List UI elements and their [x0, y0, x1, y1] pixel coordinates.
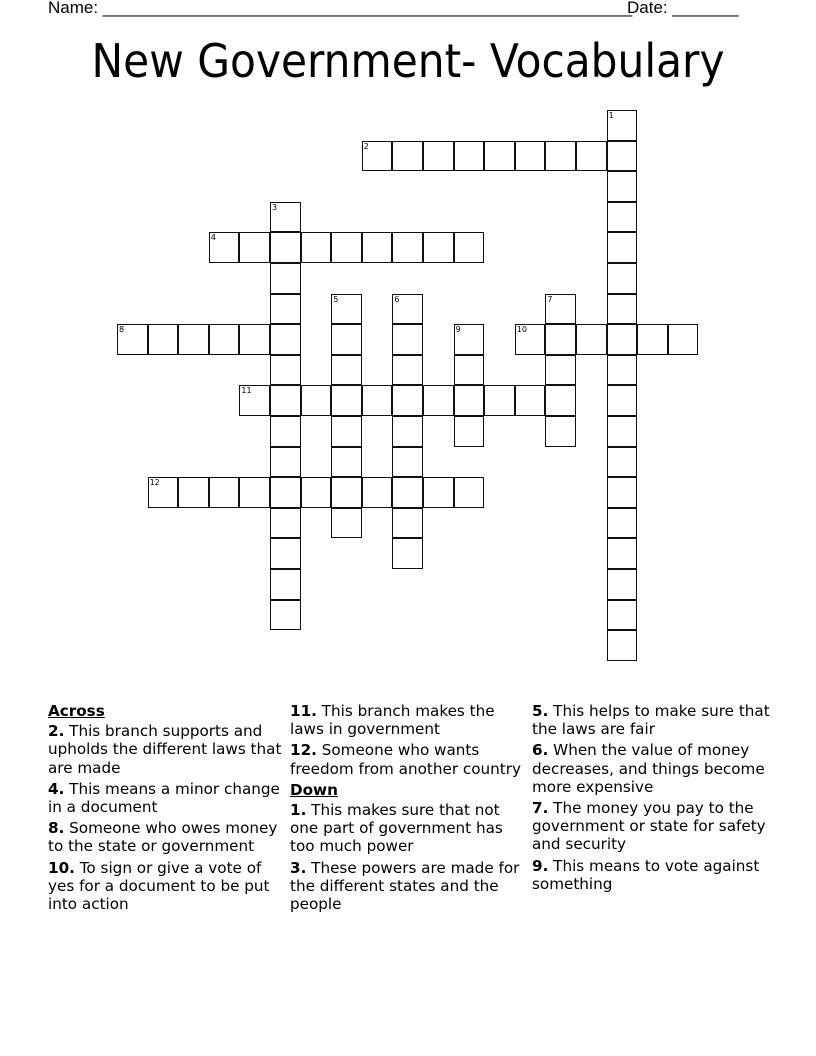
grid-cell[interactable] — [362, 477, 393, 508]
grid-cell[interactable] — [607, 385, 638, 416]
grid-cell[interactable] — [270, 447, 301, 478]
grid-cell[interactable] — [270, 569, 301, 600]
clue-down-1 — [290, 801, 530, 856]
grid-cell[interactable] — [270, 232, 301, 263]
grid-cell[interactable] — [331, 508, 362, 539]
grid-cell[interactable] — [178, 324, 209, 355]
grid-cell[interactable] — [607, 324, 638, 355]
clue-number: 2. — [48, 722, 65, 741]
clue-across-10 — [48, 859, 288, 914]
clue-across-8 — [48, 819, 288, 855]
clue-number: 11. — [290, 702, 317, 720]
grid-cell[interactable] — [392, 477, 423, 508]
clue-number-label: 6 — [394, 294, 400, 304]
grid-cell[interactable] — [484, 385, 515, 416]
clue-number-label: 12 — [149, 478, 160, 488]
grid-cell[interactable] — [270, 355, 301, 386]
grid-cell[interactable] — [607, 110, 638, 141]
grid-cell[interactable] — [576, 324, 607, 355]
grid-cell[interactable] — [331, 416, 362, 447]
grid-cell[interactable] — [607, 508, 638, 539]
grid-cell[interactable] — [545, 355, 576, 386]
clue-text: The money you pay to the government or state for safety and security — [532, 799, 766, 854]
clue-text: This helps to make sure that the laws are fair — [532, 702, 770, 739]
clue-number: 3. — [290, 858, 307, 877]
grid-cell[interactable] — [454, 416, 485, 447]
clue-number-label: 7 — [547, 294, 553, 304]
clue-number: 12. — [290, 741, 317, 760]
grid-cell[interactable] — [362, 232, 393, 263]
grid-cell[interactable] — [270, 294, 301, 325]
grid-cell[interactable] — [454, 141, 485, 172]
grid-cell[interactable] — [607, 569, 638, 600]
grid-cell[interactable] — [423, 232, 454, 263]
grid-cell[interactable] — [270, 263, 301, 294]
grid-cell[interactable] — [637, 324, 668, 355]
grid-cell[interactable] — [392, 324, 423, 355]
clue-text: This branch makes the laws in government — [290, 702, 495, 739]
grid-cell[interactable] — [331, 232, 362, 263]
clue-across-11 — [290, 702, 530, 738]
clue-number-label: 1 — [608, 111, 614, 120]
clue-number: 10. — [48, 858, 75, 877]
grid-cell[interactable] — [392, 355, 423, 386]
clue-text: This means a minor change in a document — [48, 779, 280, 817]
grid-cell[interactable] — [392, 508, 423, 539]
grid-cell[interactable] — [331, 447, 362, 478]
clue-number-label: 9 — [455, 325, 461, 335]
clue-text: To sign or give a vote of yes for a document to be put into action — [48, 858, 270, 914]
clue-number: 1. — [290, 801, 307, 820]
grid-cell[interactable] — [607, 477, 638, 508]
grid-cell[interactable] — [331, 324, 362, 355]
clue-across-12 — [290, 741, 530, 777]
clue-number-label: 5 — [333, 294, 339, 304]
clue-down-3 — [290, 859, 530, 914]
name-field[interactable]: Name: ________________________________________________________ — [48, 0, 633, 17]
grid-cell[interactable] — [607, 538, 638, 569]
grid-cell[interactable] — [607, 232, 638, 263]
grid-cell[interactable] — [392, 538, 423, 569]
clue-text: This makes sure that not one part of government has too much power — [290, 801, 503, 856]
grid-cell[interactable] — [209, 477, 240, 508]
grid-cell[interactable] — [392, 141, 423, 172]
clue-text: Someone who owes money to the state or government — [48, 819, 278, 856]
grid-cell[interactable] — [178, 477, 209, 508]
date-field[interactable]: Date: _______ — [627, 0, 739, 17]
grid-cell[interactable] — [392, 232, 423, 263]
clue-across-2 — [48, 722, 288, 777]
clue-number: 6. — [532, 741, 549, 760]
grid-cell[interactable] — [331, 385, 362, 416]
clue-number-label: 4 — [210, 233, 216, 243]
clue-text: Someone who wants freedom from another country — [290, 741, 521, 778]
grid-cell[interactable] — [301, 232, 332, 263]
grid-cell[interactable] — [362, 141, 393, 172]
grid-cell[interactable] — [392, 416, 423, 447]
grid-cell[interactable] — [239, 477, 270, 508]
clue-number-label: 11 — [241, 386, 252, 396]
grid-cell[interactable] — [545, 294, 576, 325]
grid-cell[interactable] — [607, 630, 638, 661]
grid-cell[interactable] — [545, 324, 576, 355]
grid-cell[interactable] — [607, 294, 638, 325]
grid-cell[interactable] — [239, 324, 270, 355]
grid-cell[interactable] — [148, 477, 179, 508]
grid-cell[interactable] — [270, 600, 301, 631]
clue-number-label: 10 — [516, 325, 527, 335]
grid-cell[interactable] — [331, 355, 362, 386]
clue-column-2 — [290, 702, 530, 916]
clue-down-5 — [532, 702, 772, 738]
grid-cell[interactable] — [239, 385, 270, 416]
clue-number: 8. — [48, 819, 65, 838]
clue-number: 9. — [532, 856, 549, 875]
grid-cell[interactable] — [423, 385, 454, 416]
clue-across-4 — [48, 780, 288, 816]
grid-cell[interactable] — [392, 294, 423, 325]
clue-text: This means to vote against something — [532, 856, 760, 893]
grid-cell[interactable] — [117, 324, 148, 355]
clue-number: 4. — [48, 779, 65, 798]
grid-cell[interactable] — [392, 385, 423, 416]
grid-cell[interactable] — [301, 385, 332, 416]
grid-cell[interactable] — [148, 324, 179, 355]
grid-cell[interactable] — [331, 477, 362, 508]
grid-cell[interactable] — [454, 232, 485, 263]
grid-cell[interactable] — [545, 416, 576, 447]
clue-down-7 — [532, 799, 772, 854]
clue-number-label: 2 — [363, 141, 369, 151]
grid-cell[interactable] — [607, 600, 638, 631]
grid-cell[interactable] — [454, 385, 485, 416]
grid-cell[interactable] — [301, 477, 332, 508]
grid-cell[interactable] — [270, 508, 301, 539]
grid-cell[interactable] — [515, 385, 546, 416]
grid-cell[interactable] — [607, 263, 638, 294]
grid-cell[interactable] — [392, 447, 423, 478]
grid-cell[interactable] — [515, 324, 546, 355]
grid-cell[interactable] — [239, 232, 270, 263]
grid-cell[interactable] — [515, 141, 546, 172]
grid-cell[interactable] — [454, 355, 485, 386]
clue-number: 7. — [532, 799, 549, 818]
grid-cell[interactable] — [454, 477, 485, 508]
grid-cell[interactable] — [607, 355, 638, 386]
clue-text: These powers are made for the different states and the people — [290, 858, 520, 914]
grid-cell[interactable] — [607, 202, 638, 233]
across-heading: Across — [48, 702, 105, 720]
page-title: New Government- Vocabulary — [91, 34, 725, 88]
clue-column-3 — [532, 702, 772, 896]
grid-cell[interactable] — [270, 416, 301, 447]
grid-cell[interactable] — [484, 141, 515, 172]
grid-cell[interactable] — [607, 447, 638, 478]
clue-number-label: 3 — [272, 202, 278, 212]
grid-cell[interactable] — [607, 171, 638, 202]
grid-cell[interactable] — [209, 324, 240, 355]
clue-text: This branch supports and upholds the different laws that are made — [48, 722, 282, 777]
clue-number: 5. — [532, 702, 549, 720]
grid-cell[interactable] — [423, 477, 454, 508]
grid-cell[interactable] — [270, 324, 301, 355]
grid-cell[interactable] — [270, 385, 301, 416]
grid-cell[interactable] — [607, 141, 638, 172]
grid-cell[interactable] — [270, 477, 301, 508]
clue-number-label: 8 — [119, 325, 125, 335]
grid-cell[interactable] — [545, 141, 576, 172]
grid-cell[interactable] — [607, 416, 638, 447]
clue-down-6 — [532, 741, 772, 796]
clue-down-9 — [532, 857, 772, 893]
grid-cell[interactable] — [362, 385, 393, 416]
grid-cell[interactable] — [423, 141, 454, 172]
grid-cell[interactable] — [576, 141, 607, 172]
clue-column-1 — [48, 702, 288, 916]
clue-text: When the value of money decreases, and things become more expensive — [532, 741, 765, 796]
grid-cell[interactable] — [454, 324, 485, 355]
grid-cell[interactable] — [331, 294, 362, 325]
grid-cell[interactable] — [668, 324, 699, 355]
grid-cell[interactable] — [545, 385, 576, 416]
grid-cell[interactable] — [270, 202, 301, 233]
grid-cell[interactable] — [270, 538, 301, 569]
down-heading: Down — [290, 780, 338, 799]
grid-cell[interactable] — [209, 232, 240, 263]
